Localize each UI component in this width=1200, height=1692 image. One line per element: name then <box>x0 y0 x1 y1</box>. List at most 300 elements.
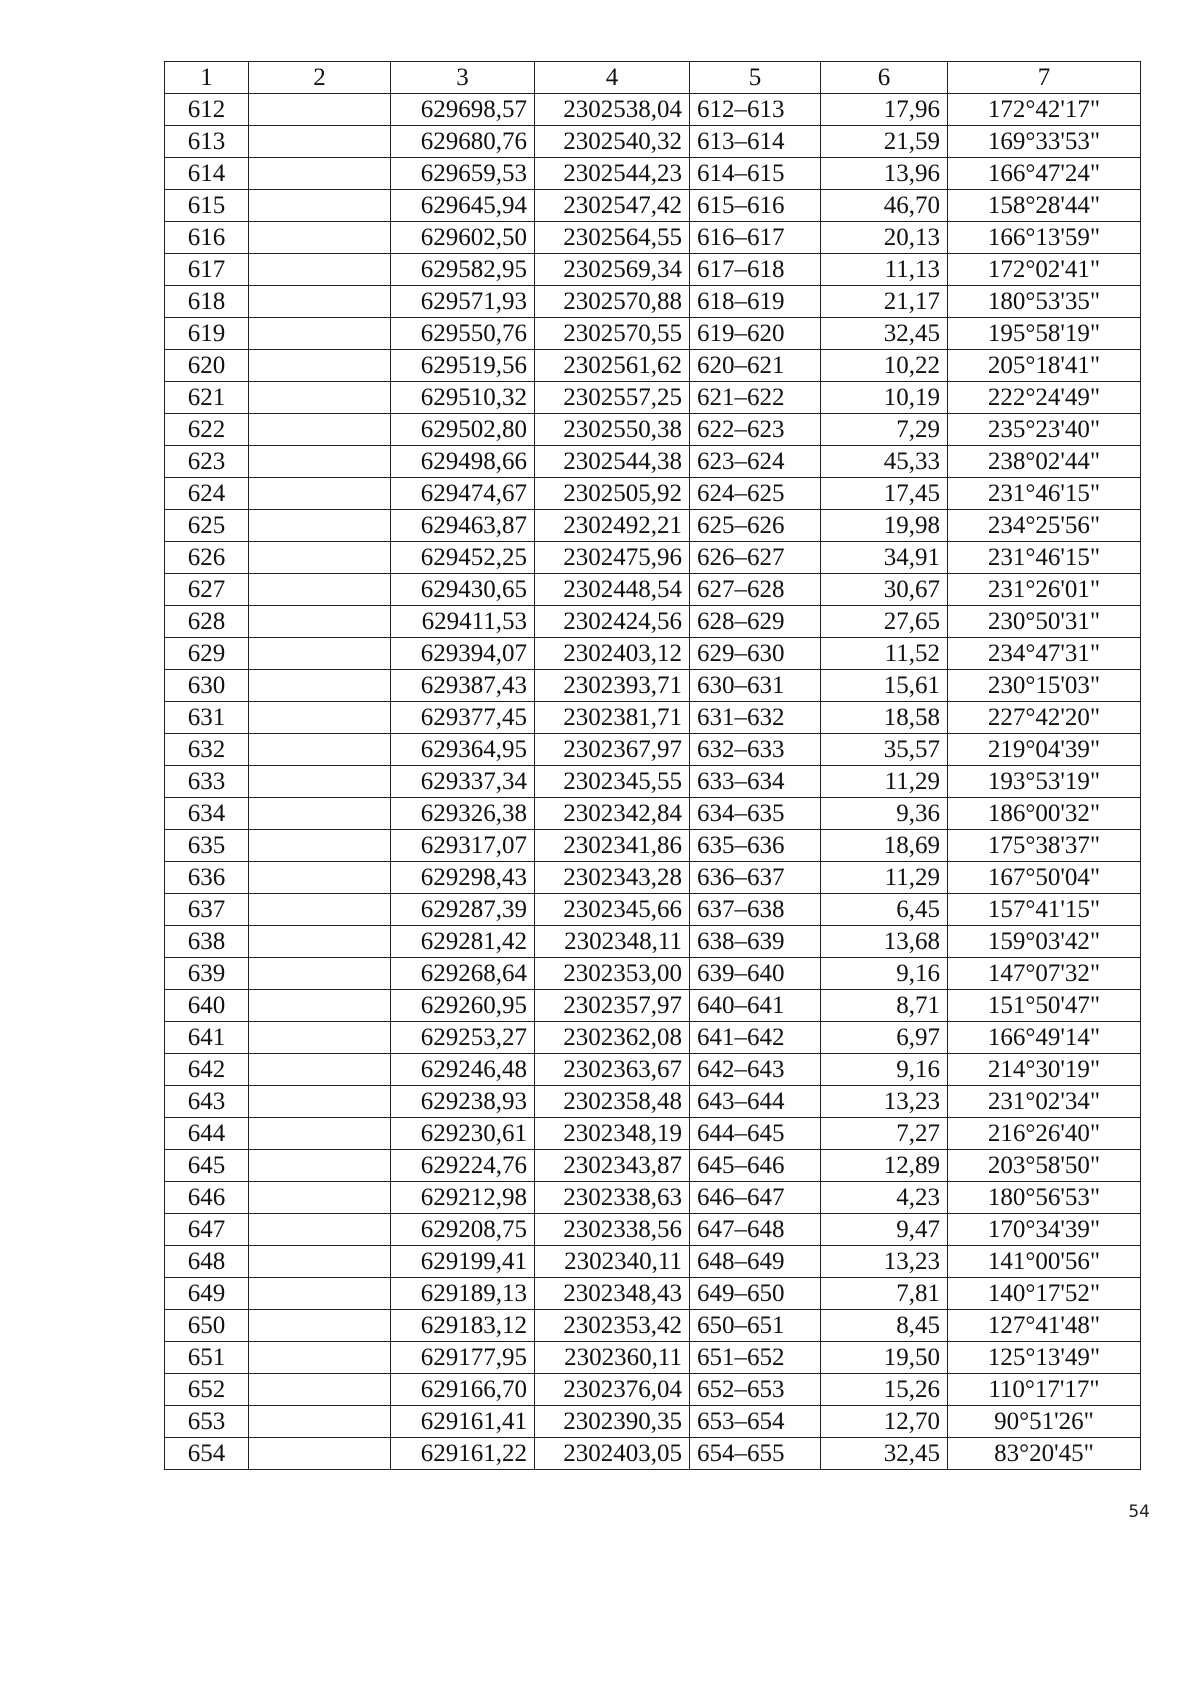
segment-cell: 639–640 <box>690 958 821 990</box>
segment-cell: 619–620 <box>690 318 821 350</box>
length-cell: 9,16 <box>821 958 948 990</box>
length-cell: 15,26 <box>821 1374 948 1406</box>
segment-cell: 622–623 <box>690 414 821 446</box>
x-coordinate-cell: 629519,56 <box>391 350 535 382</box>
note-cell <box>249 1022 391 1054</box>
point-number-cell: 616 <box>165 222 249 254</box>
x-coordinate-cell: 629208,75 <box>391 1214 535 1246</box>
angle-cell: 140°17'52" <box>948 1278 1141 1310</box>
note-cell <box>249 1118 391 1150</box>
table-row <box>165 1310 1141 1342</box>
angle-cell: 166°13'59" <box>948 222 1141 254</box>
length-cell: 10,22 <box>821 350 948 382</box>
y-coordinate-cell: 2302345,55 <box>535 766 690 798</box>
length-cell: 4,23 <box>821 1182 948 1214</box>
segment-cell: 652–653 <box>690 1374 821 1406</box>
y-coordinate-cell: 2302338,56 <box>535 1214 690 1246</box>
x-coordinate-cell: 629474,67 <box>391 478 535 510</box>
y-coordinate-cell: 2302381,71 <box>535 702 690 734</box>
segment-cell: 634–635 <box>690 798 821 830</box>
point-number-cell: 646 <box>165 1182 249 1214</box>
table-row <box>165 94 1141 126</box>
segment-cell: 629–630 <box>690 638 821 670</box>
y-coordinate-cell: 2302424,56 <box>535 606 690 638</box>
segment-cell: 631–632 <box>690 702 821 734</box>
point-number-cell: 621 <box>165 382 249 414</box>
x-coordinate-cell: 629177,95 <box>391 1342 535 1374</box>
point-number-cell: 614 <box>165 158 249 190</box>
x-coordinate-cell: 629230,61 <box>391 1118 535 1150</box>
segment-cell: 633–634 <box>690 766 821 798</box>
length-cell: 12,89 <box>821 1150 948 1182</box>
angle-cell: 203°58'50" <box>948 1150 1141 1182</box>
segment-cell: 643–644 <box>690 1086 821 1118</box>
y-coordinate-cell: 2302360,11 <box>535 1342 690 1374</box>
y-coordinate-cell: 2302362,08 <box>535 1022 690 1054</box>
point-number-cell: 620 <box>165 350 249 382</box>
note-cell <box>249 1438 391 1470</box>
x-coordinate-cell: 629260,95 <box>391 990 535 1022</box>
y-coordinate-cell: 2302338,63 <box>535 1182 690 1214</box>
length-cell: 45,33 <box>821 446 948 478</box>
point-number-cell: 653 <box>165 1406 249 1438</box>
x-coordinate-cell: 629326,38 <box>391 798 535 830</box>
x-coordinate-cell: 629430,65 <box>391 574 535 606</box>
note-cell <box>249 478 391 510</box>
point-number-cell: 643 <box>165 1086 249 1118</box>
x-coordinate-cell: 629253,27 <box>391 1022 535 1054</box>
x-coordinate-cell: 629510,32 <box>391 382 535 414</box>
x-coordinate-cell: 629463,87 <box>391 510 535 542</box>
y-coordinate-cell: 2302358,48 <box>535 1086 690 1118</box>
header-cell-5: 5 <box>690 62 821 94</box>
length-cell: 18,69 <box>821 830 948 862</box>
x-coordinate-cell: 629212,98 <box>391 1182 535 1214</box>
length-cell: 13,68 <box>821 926 948 958</box>
note-cell <box>249 318 391 350</box>
table-row <box>165 318 1141 350</box>
x-coordinate-cell: 629317,07 <box>391 830 535 862</box>
point-number-cell: 619 <box>165 318 249 350</box>
segment-cell: 646–647 <box>690 1182 821 1214</box>
point-number-cell: 624 <box>165 478 249 510</box>
table-row <box>165 1086 1141 1118</box>
angle-cell: 234°47'31" <box>948 638 1141 670</box>
x-coordinate-cell: 629246,48 <box>391 1054 535 1086</box>
x-coordinate-cell: 629659,53 <box>391 158 535 190</box>
x-coordinate-cell: 629698,57 <box>391 94 535 126</box>
y-coordinate-cell: 2302544,38 <box>535 446 690 478</box>
x-coordinate-cell: 629364,95 <box>391 734 535 766</box>
y-coordinate-cell: 2302340,11 <box>535 1246 690 1278</box>
point-number-cell: 638 <box>165 926 249 958</box>
segment-cell: 636–637 <box>690 862 821 894</box>
note-cell <box>249 94 391 126</box>
table-row <box>165 1022 1141 1054</box>
note-cell <box>249 926 391 958</box>
header-cell-7: 7 <box>948 62 1141 94</box>
point-number-cell: 639 <box>165 958 249 990</box>
length-cell: 32,45 <box>821 318 948 350</box>
length-cell: 9,36 <box>821 798 948 830</box>
x-coordinate-cell: 629550,76 <box>391 318 535 350</box>
y-coordinate-cell: 2302348,11 <box>535 926 690 958</box>
note-cell <box>249 574 391 606</box>
segment-cell: 617–618 <box>690 254 821 286</box>
segment-cell: 623–624 <box>690 446 821 478</box>
angle-cell: 231°46'15" <box>948 478 1141 510</box>
x-coordinate-cell: 629199,41 <box>391 1246 535 1278</box>
x-coordinate-cell: 629161,41 <box>391 1406 535 1438</box>
segment-cell: 621–622 <box>690 382 821 414</box>
table-row <box>165 734 1141 766</box>
segment-cell: 624–625 <box>690 478 821 510</box>
length-cell: 11,29 <box>821 862 948 894</box>
segment-cell: 645–646 <box>690 1150 821 1182</box>
segment-cell: 647–648 <box>690 1214 821 1246</box>
x-coordinate-cell: 629224,76 <box>391 1150 535 1182</box>
angle-cell: 90°51'26" <box>948 1406 1141 1438</box>
y-coordinate-cell: 2302492,21 <box>535 510 690 542</box>
note-cell <box>249 1214 391 1246</box>
y-coordinate-cell: 2302390,35 <box>535 1406 690 1438</box>
note-cell <box>249 510 391 542</box>
note-cell <box>249 1310 391 1342</box>
point-number-cell: 634 <box>165 798 249 830</box>
x-coordinate-cell: 629602,50 <box>391 222 535 254</box>
angle-cell: 180°53'35" <box>948 286 1141 318</box>
y-coordinate-cell: 2302564,55 <box>535 222 690 254</box>
x-coordinate-cell: 629680,76 <box>391 126 535 158</box>
table-row <box>165 926 1141 958</box>
y-coordinate-cell: 2302342,84 <box>535 798 690 830</box>
x-coordinate-cell: 629645,94 <box>391 190 535 222</box>
angle-cell: 235°23'40" <box>948 414 1141 446</box>
page-number: 54 <box>1128 1502 1150 1522</box>
angle-cell: 158°28'44" <box>948 190 1141 222</box>
point-number-cell: 623 <box>165 446 249 478</box>
table-row <box>165 1246 1141 1278</box>
angle-cell: 231°26'01" <box>948 574 1141 606</box>
y-coordinate-cell: 2302376,04 <box>535 1374 690 1406</box>
segment-cell: 638–639 <box>690 926 821 958</box>
table-row <box>165 798 1141 830</box>
angle-cell: 230°50'31" <box>948 606 1141 638</box>
x-coordinate-cell: 629377,45 <box>391 702 535 734</box>
note-cell <box>249 1374 391 1406</box>
angle-cell: 193°53'19" <box>948 766 1141 798</box>
angle-cell: 175°38'37" <box>948 830 1141 862</box>
angle-cell: 157°41'15" <box>948 894 1141 926</box>
angle-cell: 166°49'14" <box>948 1022 1141 1054</box>
segment-cell: 613–614 <box>690 126 821 158</box>
x-coordinate-cell: 629582,95 <box>391 254 535 286</box>
table-row <box>165 254 1141 286</box>
x-coordinate-cell: 629452,25 <box>391 542 535 574</box>
note-cell <box>249 830 391 862</box>
angle-cell: 231°46'15" <box>948 542 1141 574</box>
table-row <box>165 1150 1141 1182</box>
angle-cell: 230°15'03" <box>948 670 1141 702</box>
table-row <box>165 1118 1141 1150</box>
note-cell <box>249 606 391 638</box>
length-cell: 15,61 <box>821 670 948 702</box>
segment-cell: 641–642 <box>690 1022 821 1054</box>
length-cell: 17,45 <box>821 478 948 510</box>
length-cell: 6,97 <box>821 1022 948 1054</box>
y-coordinate-cell: 2302570,55 <box>535 318 690 350</box>
angle-cell: 227°42'20" <box>948 702 1141 734</box>
table-row <box>165 286 1141 318</box>
x-coordinate-cell: 629498,66 <box>391 446 535 478</box>
angle-cell: 110°17'17" <box>948 1374 1141 1406</box>
point-number-cell: 654 <box>165 1438 249 1470</box>
point-number-cell: 641 <box>165 1022 249 1054</box>
point-number-cell: 635 <box>165 830 249 862</box>
point-number-cell: 627 <box>165 574 249 606</box>
y-coordinate-cell: 2302348,19 <box>535 1118 690 1150</box>
y-coordinate-cell: 2302403,05 <box>535 1438 690 1470</box>
table-row <box>165 1278 1141 1310</box>
segment-cell: 651–652 <box>690 1342 821 1374</box>
length-cell: 11,13 <box>821 254 948 286</box>
note-cell <box>249 670 391 702</box>
x-coordinate-cell: 629394,07 <box>391 638 535 670</box>
point-number-cell: 650 <box>165 1310 249 1342</box>
y-coordinate-cell: 2302538,04 <box>535 94 690 126</box>
length-cell: 21,17 <box>821 286 948 318</box>
length-cell: 21,59 <box>821 126 948 158</box>
angle-cell: 159°03'42" <box>948 926 1141 958</box>
table-row <box>165 510 1141 542</box>
angle-cell: 141°00'56" <box>948 1246 1141 1278</box>
note-cell <box>249 798 391 830</box>
table-row <box>165 958 1141 990</box>
note-cell <box>249 286 391 318</box>
table-row <box>165 190 1141 222</box>
table-row <box>165 382 1141 414</box>
note-cell <box>249 862 391 894</box>
point-number-cell: 613 <box>165 126 249 158</box>
segment-cell: 642–643 <box>690 1054 821 1086</box>
point-number-cell: 625 <box>165 510 249 542</box>
length-cell: 7,27 <box>821 1118 948 1150</box>
segment-cell: 625–626 <box>690 510 821 542</box>
length-cell: 9,16 <box>821 1054 948 1086</box>
length-cell: 13,23 <box>821 1246 948 1278</box>
y-coordinate-cell: 2302353,42 <box>535 1310 690 1342</box>
angle-cell: 234°25'56" <box>948 510 1141 542</box>
x-coordinate-cell: 629268,64 <box>391 958 535 990</box>
x-coordinate-cell: 629298,43 <box>391 862 535 894</box>
point-number-cell: 647 <box>165 1214 249 1246</box>
angle-cell: 216°26'40" <box>948 1118 1141 1150</box>
table-row <box>165 606 1141 638</box>
y-coordinate-cell: 2302363,67 <box>535 1054 690 1086</box>
segment-cell: 632–633 <box>690 734 821 766</box>
table-row <box>165 1182 1141 1214</box>
angle-cell: 151°50'47" <box>948 990 1141 1022</box>
angle-cell: 127°41'48" <box>948 1310 1141 1342</box>
x-coordinate-cell: 629387,43 <box>391 670 535 702</box>
angle-cell: 222°24'49" <box>948 382 1141 414</box>
note-cell <box>249 1246 391 1278</box>
segment-cell: 612–613 <box>690 94 821 126</box>
point-number-cell: 629 <box>165 638 249 670</box>
table-row <box>165 1342 1141 1374</box>
angle-cell: 167°50'04" <box>948 862 1141 894</box>
y-coordinate-cell: 2302341,86 <box>535 830 690 862</box>
point-number-cell: 631 <box>165 702 249 734</box>
length-cell: 32,45 <box>821 1438 948 1470</box>
point-number-cell: 617 <box>165 254 249 286</box>
header-cell-2: 2 <box>249 62 391 94</box>
header-cell-1: 1 <box>165 62 249 94</box>
note-cell <box>249 158 391 190</box>
y-coordinate-cell: 2302403,12 <box>535 638 690 670</box>
length-cell: 6,45 <box>821 894 948 926</box>
length-cell: 17,96 <box>821 94 948 126</box>
length-cell: 11,52 <box>821 638 948 670</box>
x-coordinate-cell: 629502,80 <box>391 414 535 446</box>
table-row <box>165 830 1141 862</box>
note-cell <box>249 1406 391 1438</box>
point-number-cell: 642 <box>165 1054 249 1086</box>
table-row <box>165 126 1141 158</box>
length-cell: 9,47 <box>821 1214 948 1246</box>
length-cell: 7,81 <box>821 1278 948 1310</box>
length-cell: 11,29 <box>821 766 948 798</box>
point-number-cell: 618 <box>165 286 249 318</box>
note-cell <box>249 894 391 926</box>
angle-cell: 219°04'39" <box>948 734 1141 766</box>
header-cell-3: 3 <box>391 62 535 94</box>
length-cell: 8,71 <box>821 990 948 1022</box>
length-cell: 27,65 <box>821 606 948 638</box>
note-cell <box>249 1086 391 1118</box>
table-row <box>165 1054 1141 1086</box>
table-row <box>165 414 1141 446</box>
segment-cell: 650–651 <box>690 1310 821 1342</box>
y-coordinate-cell: 2302569,34 <box>535 254 690 286</box>
y-coordinate-cell: 2302348,43 <box>535 1278 690 1310</box>
table-row <box>165 702 1141 734</box>
note-cell <box>249 958 391 990</box>
angle-cell: 147°07'32" <box>948 958 1141 990</box>
y-coordinate-cell: 2302345,66 <box>535 894 690 926</box>
note-cell <box>249 990 391 1022</box>
length-cell: 12,70 <box>821 1406 948 1438</box>
length-cell: 7,29 <box>821 414 948 446</box>
table-header-row <box>165 62 1141 94</box>
header-cell-6: 6 <box>821 62 948 94</box>
table-row <box>165 862 1141 894</box>
note-cell <box>249 638 391 670</box>
y-coordinate-cell: 2302547,42 <box>535 190 690 222</box>
point-number-cell: 651 <box>165 1342 249 1374</box>
y-coordinate-cell: 2302557,25 <box>535 382 690 414</box>
y-coordinate-cell: 2302393,71 <box>535 670 690 702</box>
x-coordinate-cell: 629571,93 <box>391 286 535 318</box>
length-cell: 46,70 <box>821 190 948 222</box>
table-row <box>165 1438 1141 1470</box>
note-cell <box>249 1150 391 1182</box>
y-coordinate-cell: 2302343,28 <box>535 862 690 894</box>
point-number-cell: 622 <box>165 414 249 446</box>
segment-cell: 637–638 <box>690 894 821 926</box>
table-row <box>165 478 1141 510</box>
y-coordinate-cell: 2302540,32 <box>535 126 690 158</box>
table-row <box>165 542 1141 574</box>
angle-cell: 186°00'32" <box>948 798 1141 830</box>
segment-cell: 616–617 <box>690 222 821 254</box>
length-cell: 8,45 <box>821 1310 948 1342</box>
segment-cell: 640–641 <box>690 990 821 1022</box>
segment-cell: 653–654 <box>690 1406 821 1438</box>
angle-cell: 214°30'19" <box>948 1054 1141 1086</box>
segment-cell: 654–655 <box>690 1438 821 1470</box>
note-cell <box>249 1054 391 1086</box>
note-cell <box>249 126 391 158</box>
length-cell: 13,23 <box>821 1086 948 1118</box>
x-coordinate-cell: 629287,39 <box>391 894 535 926</box>
note-cell <box>249 766 391 798</box>
x-coordinate-cell: 629337,34 <box>391 766 535 798</box>
note-cell <box>249 254 391 286</box>
angle-cell: 83°20'45" <box>948 1438 1141 1470</box>
table-row <box>165 990 1141 1022</box>
note-cell <box>249 414 391 446</box>
point-number-cell: 626 <box>165 542 249 574</box>
coordinates-table <box>164 61 1141 1470</box>
header-cell-4: 4 <box>535 62 690 94</box>
y-coordinate-cell: 2302561,62 <box>535 350 690 382</box>
length-cell: 13,96 <box>821 158 948 190</box>
segment-cell: 648–649 <box>690 1246 821 1278</box>
table-row <box>165 766 1141 798</box>
angle-cell: 169°33'53" <box>948 126 1141 158</box>
length-cell: 35,57 <box>821 734 948 766</box>
segment-cell: 649–650 <box>690 1278 821 1310</box>
y-coordinate-cell: 2302448,54 <box>535 574 690 606</box>
table-row <box>165 1214 1141 1246</box>
table-row <box>165 574 1141 606</box>
x-coordinate-cell: 629238,93 <box>391 1086 535 1118</box>
angle-cell: 170°34'39" <box>948 1214 1141 1246</box>
note-cell <box>249 190 391 222</box>
note-cell <box>249 1342 391 1374</box>
segment-cell: 615–616 <box>690 190 821 222</box>
length-cell: 30,67 <box>821 574 948 606</box>
point-number-cell: 636 <box>165 862 249 894</box>
x-coordinate-cell: 629161,22 <box>391 1438 535 1470</box>
angle-cell: 231°02'34" <box>948 1086 1141 1118</box>
table-row <box>165 1374 1141 1406</box>
length-cell: 10,19 <box>821 382 948 414</box>
note-cell <box>249 350 391 382</box>
y-coordinate-cell: 2302505,92 <box>535 478 690 510</box>
angle-cell: 238°02'44" <box>948 446 1141 478</box>
x-coordinate-cell: 629281,42 <box>391 926 535 958</box>
y-coordinate-cell: 2302475,96 <box>535 542 690 574</box>
point-number-cell: 637 <box>165 894 249 926</box>
segment-cell: 614–615 <box>690 158 821 190</box>
table-row <box>165 222 1141 254</box>
note-cell <box>249 222 391 254</box>
length-cell: 34,91 <box>821 542 948 574</box>
y-coordinate-cell: 2302343,87 <box>535 1150 690 1182</box>
length-cell: 19,98 <box>821 510 948 542</box>
